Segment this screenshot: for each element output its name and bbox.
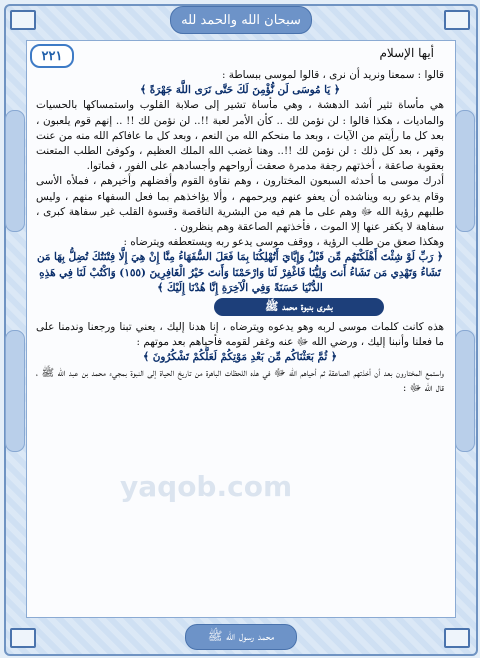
book-icon: [10, 10, 36, 30]
paragraph: وهكذا صعق من طلب الرؤية ، ووقف موسى يدعو ربه ويستعطفه ويترضاه :: [123, 236, 444, 249]
book-icon: [444, 10, 470, 30]
quran-verse: ﴿ رَبِّ لَوْ شِئْتَ أَهْلَكْتَهُم مِّن قَبْلُ وَإِيَّايَ أَتُهْلِكُنَا بِمَا فَعَلَ السُّفَهَاءُ مِنَّا إِنْ هِيَ إِلَّا فِتْنَتُكَ تُضِلُّ بِهَا مَن تَشَاءُ وَتَهْدِي مَن تَشَاءُ أَنتَ وَلِيُّنَا فَاغْفِرْ لَنَا وَارْحَمْنَا وَأَنتَ خَيْرُ الْغَافِرِينَ (١٥٥) وَاكْتُبْ لَنَا فِي هَذِهِ الدُّنْيَا حَسَنَةً وَفِي الْآخِرَةِ إِنَّا هُدْنَا إِلَيْكَ ﴾: [36, 251, 444, 294]
bottom-calligraphy-banner: محمد رسول الله ﷺ: [185, 624, 297, 650]
running-head: أيها الإسلام: [379, 46, 434, 60]
quran-verse: ﴿ ثُمَّ بَعَثْنَاكُم مِّن بَعْدِ مَوْتِكُمْ لَعَلَّكُمْ تَشْكُرُونَ ﴾: [143, 351, 337, 364]
side-ornament: [5, 330, 25, 452]
paragraph: هي مأساة تثير أشد الدهشة ، وهي مأساة تشير إلى صلابة القلوب واستمساكها بالحسيات والماديات ، هكذا قالوا : لن نؤمن لك .. كأن الأمر لعبة !!.. لن نؤمن لك !! .. إنهم قوم يلعبون ، بعد كل ما رأيتم من الآيات ، وبعد ما منحكم الله من النعم ، وبعد كل ما عافاكم الله منه من عنت وقهر ، بعد كل ذلك : لن نؤمن لك !!.. وهنا غضب الله الملك العظيم ، وكوفئ الطلب المتعنت بعقوبة صاعقة ، أخذتهم رجفة مدمرة صعقت أرواحهم وأجسادهم على الفور ، فماتوا.: [36, 99, 444, 173]
page-number: ٢٢١: [30, 44, 74, 68]
subheading-row: [36, 298, 444, 318]
top-calligraphy-banner: سبحان الله والحمد لله: [170, 6, 312, 34]
side-ornament: [455, 110, 475, 232]
side-ornament: [5, 110, 25, 232]
paragraph: أدرك موسى ما أحدثه السبعون المختارون ، وهم نقاوة القوم وأفضلهم وأخيرهم ، فملأه الأسى وقام يدعو ربه ويناشده أن يعفو عنهم ويرحمهم ، وألا يؤاخذهم بما فعل السفهاء منهم ، وليس طلبهم رؤية الله ﷻ وهم على ما هم فيه من البشرية الناقصة وقسوة القلب غير سفاهة كبرى ، سفاهة لا يكفر عنها إلا الموت ، فأخذتهم الصاعقة وهم ينظرون .: [36, 175, 444, 234]
book-icon: [10, 628, 36, 648]
quran-verse: ﴿ يَا مُوسَى لَن نُّؤْمِنَ لَكَ حَتَّى نَرَى اللَّهَ جَهْرَةً ﴾: [140, 84, 340, 97]
page-body: [36, 68, 444, 396]
paragraph: قالوا : سمعنا ونريد أن نرى ، قالوا لموسى ببساطة :: [222, 69, 444, 81]
book-icon: [444, 628, 470, 648]
side-ornament: [455, 330, 475, 452]
section-subheading: بشرى بنبوة محمد ﷺ: [214, 298, 384, 316]
paragraph: هذه كانت كلمات موسى لربه وهو يدعوه ويترضاه ، إنا هدنا إليك ، يعني تبنا ورجعنا وندمنا على ما فعلنا وأنبنا إليك ، ورضي الله ﷻ عنه وغفر لقومه فأحياهم بعد موتهم :: [36, 321, 444, 349]
paragraph: واستمع المختارون بعد أن أخذتهم الصاعقة ثم أحياهم الله ﷻ في هذه اللحظات الباهرة من تاريخ الحياة إلى النبوة بمجيء محمد بن عبد الله ﷺ ، قال الله ﷻ :: [36, 366, 444, 394]
watermark: yaqob.com: [120, 470, 293, 503]
